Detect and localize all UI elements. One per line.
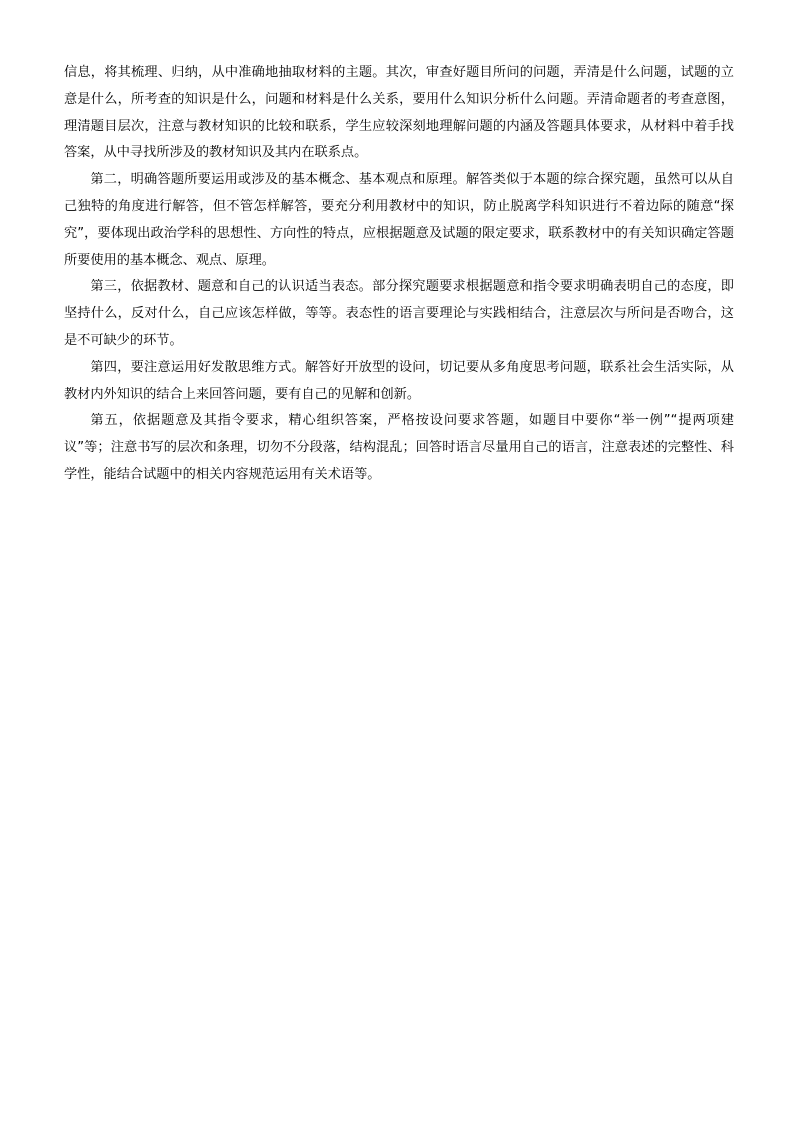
paragraph-point-three: 第三，依据教材、题意和自己的认识适当表态。部分探究题要求根据题意和指令要求明确表明自己的态度，即坚持什么，反对什么，自己应该怎样做，等等。表态性的语言要理论与实践相结合，注意层次与所问是否吻合，这是不可缺少的环节。 xyxy=(64,279,734,348)
paragraph-continuation: 信息，将其梳理、归纳，从中准确地抽取材料的主题。其次，审查好题目所问的问题，弄清是什么问题，试题的立意是什么，所考查的知识是什么，问题和材料是什么关系，要用什么知识分析什么问题。弄清命题者的考查意图，理清题目层次，注意与教材知识的比较和联系，学生应较深刻地理解问题的内涵及答题具体要求，从材料中着手找答案，从中寻找所涉及的教材知识及其内在联系点。 xyxy=(64,65,734,161)
document-body xyxy=(64,60,734,489)
paragraph-point-four: 第四，要注意运用好发散思维方式。解答好开放型的设问，切记要从多角度思考问题，联系社会生活实际，从教材内外知识的结合上来回答问题，要有自己的见解和创新。 xyxy=(64,359,734,402)
paragraph-point-five: 第五，依据题意及其指令要求，精心组织答案，严格按设问要求答题，如题目中要你“举一例”“提两项建议”等；注意书写的层次和条理，切勿不分段落，结构混乱；回答时语言尽量用自己的语言，注意表述的完整性、科学性，能结合试题中的相关内容规范运用有关术语等。 xyxy=(64,413,734,482)
paragraph-point-two: 第二，明确答题所要运用或涉及的基本概念、基本观点和原理。解答类似于本题的综合探究题，虽然可以从自己独特的角度进行解答，但不管怎样解答，要充分利用教材中的知识，防止脱离学科知识进行不着边际的随意“探究”，要体现出政治学科的思想性、方向性的特点，应根据题意及试题的限定要求，联系教材中的有关知识确定答题所要使用的基本概念、观点、原理。 xyxy=(64,172,734,268)
